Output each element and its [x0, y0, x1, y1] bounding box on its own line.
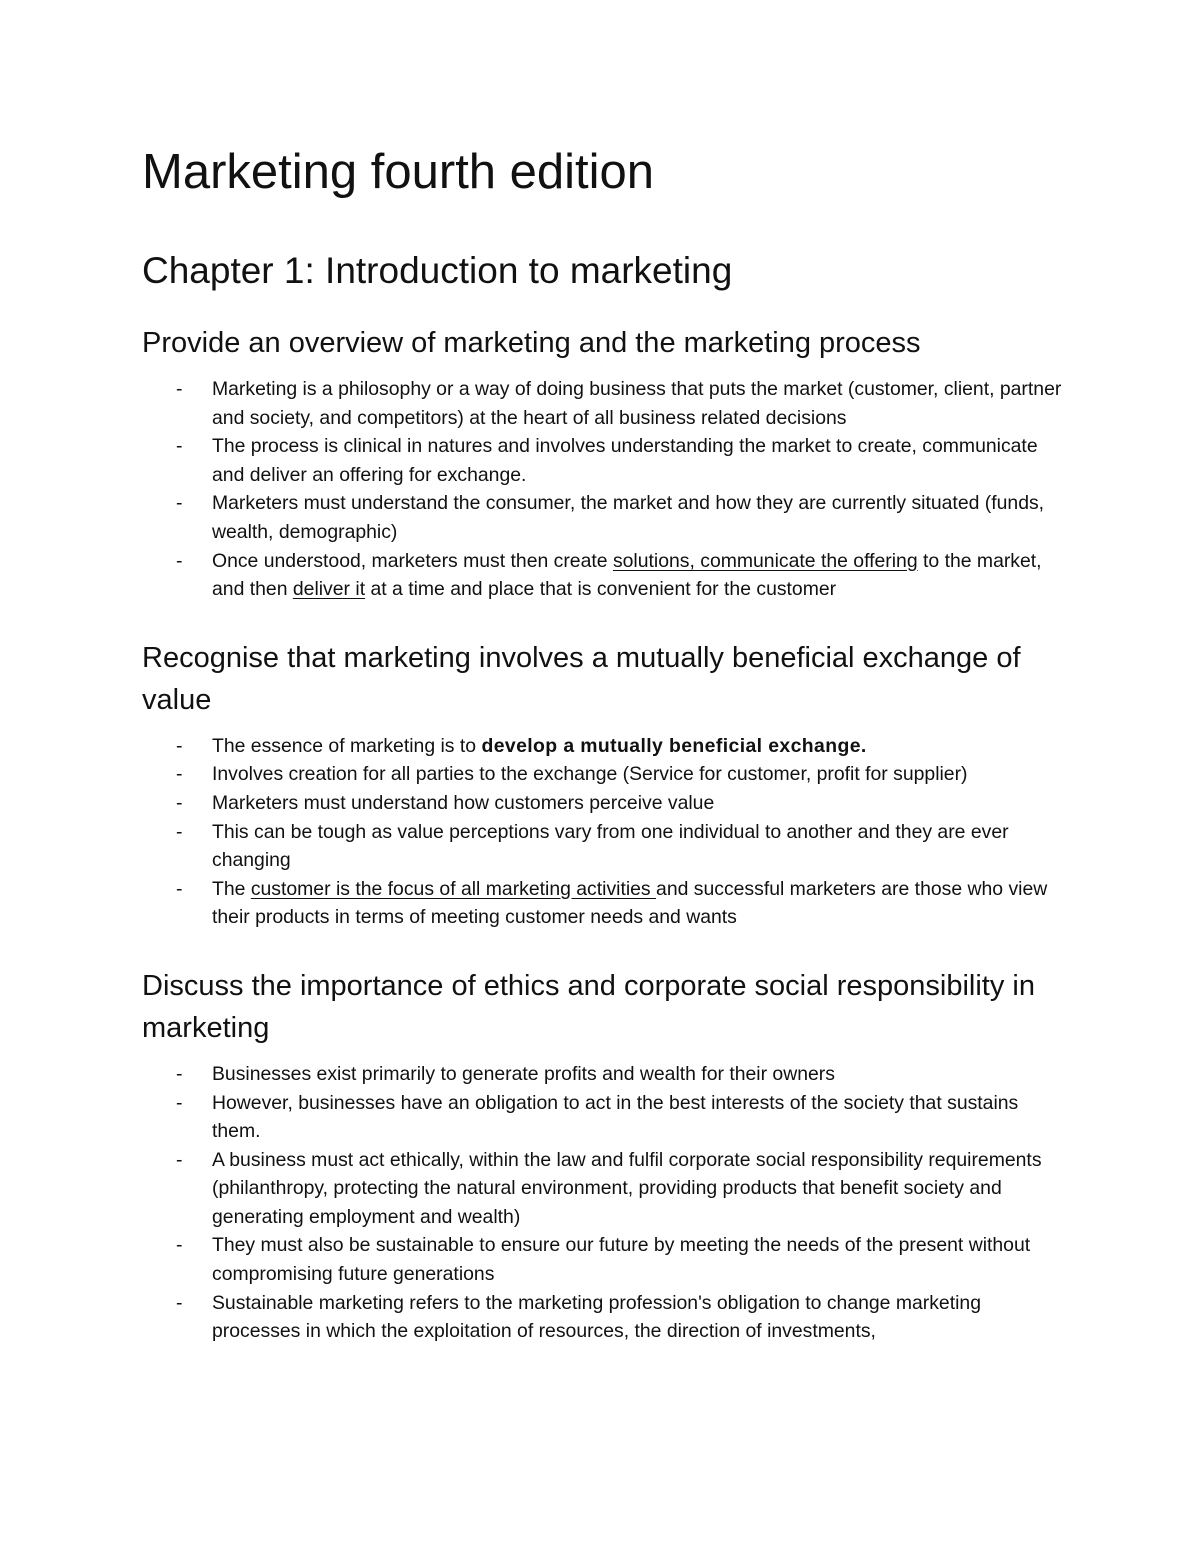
bullet-item	[142, 818, 1062, 875]
bold-text: develop a mutually beneficial exchange.	[481, 734, 867, 757]
bullet-text: The	[212, 877, 251, 900]
bullet-list	[142, 732, 1062, 932]
bullet-item	[142, 1289, 1062, 1346]
section-heading: Provide an overview of marketing and the marketing process	[142, 327, 921, 359]
bullet-text: Sustainable marketing refers to the marketing profession's obligation to change marketing processes in which the exploitation of resources, the direction of investments,	[212, 1291, 981, 1343]
document-page	[142, 140, 1062, 1346]
underlined-text: solutions, communicate the offering	[612, 549, 918, 572]
bullet-text: Marketers must understand how customers perceive value	[212, 791, 715, 814]
dash-bullet-icon: -	[176, 435, 183, 458]
bullet-text: Involves creation for all parties to the exchange (Service for customer, profit for supplier)	[212, 763, 968, 786]
bullet-text: Businesses exist primarily to generate profits and wealth for their owners	[212, 1062, 835, 1085]
bullet-item	[142, 1089, 1062, 1146]
dash-bullet-icon: -	[176, 763, 183, 786]
dash-bullet-icon: -	[176, 492, 183, 515]
bullet-text: This can be tough as value perceptions vary from one individual to another and they are ever changing	[212, 820, 1009, 872]
bullet-item	[142, 1146, 1062, 1232]
bullet-item	[142, 375, 1062, 432]
section-ethics-csr	[142, 965, 1062, 1346]
bullet-text: Marketing is a philosophy or a way of doing business that puts the market (customer, client, partner and society, and competitors) at the heart of all business related decisions	[212, 378, 1062, 429]
section-exchange-of-value	[142, 637, 1062, 932]
dash-bullet-icon: -	[176, 549, 183, 572]
chapter-title: Chapter 1: Introduction to marketing	[142, 250, 733, 291]
dash-bullet-icon: -	[176, 820, 183, 843]
bullet-item	[142, 432, 1062, 489]
bullet-text: A business must act ethically, within the law and fulfil corporate social responsibility requirements (philanthropy, protecting the natural environment, providing products that benefit society and generating employment and wealth)	[212, 1148, 1042, 1228]
dash-bullet-icon: -	[176, 1062, 183, 1085]
dash-bullet-icon: -	[176, 734, 183, 757]
bullet-text: Marketers must understand the consumer, the market and how they are currently situated (funds, wealth, demographic)	[212, 492, 1045, 543]
bullet-text: The process is clinical in natures and involves understanding the market to create, communicate and deliver an offering for exchange.	[212, 435, 1038, 486]
bullet-text: The essence of marketing is to	[212, 734, 482, 757]
dash-bullet-icon: -	[176, 791, 183, 814]
bullet-text: However, businesses have an obligation to act in the best interests of the society that sustains them.	[212, 1091, 1019, 1143]
bullet-item	[142, 875, 1062, 932]
bullet-list	[142, 1060, 1062, 1346]
bullet-item	[142, 1231, 1062, 1288]
bullet-item	[142, 547, 1062, 604]
dash-bullet-icon: -	[176, 1091, 183, 1114]
dash-bullet-icon: -	[176, 877, 183, 900]
section-heading: Recognise that marketing involves a mutually beneficial exchange of value	[142, 641, 1021, 716]
bullet-list	[142, 375, 1062, 604]
bullet-item	[142, 489, 1062, 546]
bullet-text: Once understood, marketers must then create	[212, 549, 613, 572]
bullet-item	[142, 732, 1062, 761]
bullet-item	[142, 789, 1062, 818]
dash-bullet-icon: -	[176, 378, 183, 400]
bullet-item	[142, 760, 1062, 789]
bullet-text: at a time and place that is convenient for the customer	[365, 578, 837, 601]
document-title: Marketing fourth edition	[142, 145, 655, 199]
underlined-text: customer is the focus of all marketing activities	[250, 877, 657, 900]
dash-bullet-icon: -	[176, 1291, 183, 1314]
bullet-text: and successful marketers are those who view their products in terms of meeting customer needs and wants	[212, 877, 1048, 929]
section-overview	[142, 322, 1062, 604]
section-heading: Discuss the importance of ethics and corporate social responsibility in marketing	[142, 969, 1035, 1044]
underlined-text: deliver it	[292, 578, 366, 601]
dash-bullet-icon: -	[176, 1148, 183, 1171]
dash-bullet-icon: -	[176, 1234, 183, 1257]
bullet-item	[142, 1060, 1062, 1089]
bullet-text: to the market, and then	[212, 549, 1042, 601]
bullet-text: They must also be sustainable to ensure our future by meeting the needs of the present without compromising future generations	[212, 1234, 1031, 1286]
